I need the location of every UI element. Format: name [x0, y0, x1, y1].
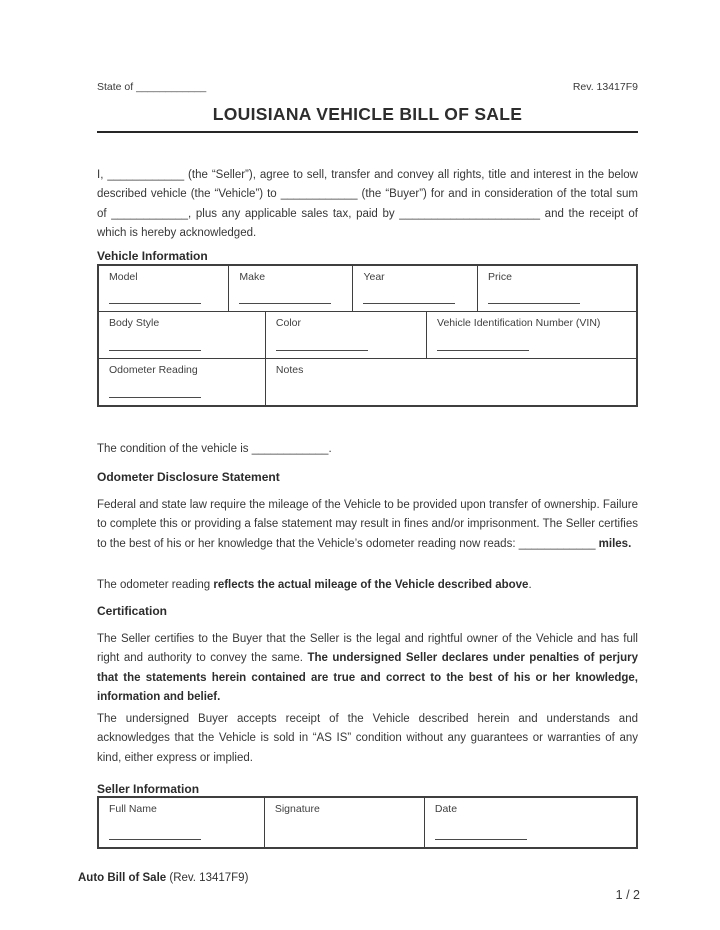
- title-rule: [97, 131, 638, 133]
- certification-bold: The undersigned Seller declares under penalties of perjury that the statements herein contained are true and correct to the best of his or her knowledge, information and belief.: [97, 652, 638, 703]
- section-heading-odometer-disclosure: Odometer Disclosure Statement: [97, 470, 280, 484]
- buyer-acceptance-paragraph: The undersigned Buyer accepts receipt of the Vehicle described herein and understands and acknowledges that the Vehicle is sold in “AS IS” condition without any guarantees or warranties of any kind, either express or implied.: [97, 713, 638, 764]
- odometer-paragraph-bold: miles.: [598, 537, 632, 550]
- field-model: [99, 266, 228, 311]
- field-full-name: [99, 798, 264, 847]
- blank-line: [239, 303, 331, 304]
- odometer-reading-line: [97, 576, 638, 595]
- field-odometer-reading: [99, 359, 265, 405]
- blank-line: [435, 839, 527, 840]
- table-row: [99, 798, 636, 847]
- odometer-reading-period: .: [528, 579, 532, 591]
- footer-doc-name: Auto Bill of Sale: [78, 872, 167, 884]
- state-of-field: State of ____________: [97, 81, 207, 93]
- section-heading-vehicle-information: Vehicle Information: [97, 249, 208, 263]
- vehicle-info-table: [97, 264, 638, 407]
- odometer-reading-text: The odometer reading: [97, 579, 214, 591]
- field-label: Signature: [274, 803, 320, 815]
- field-date: [424, 798, 636, 847]
- blank-line: [109, 350, 201, 351]
- field-label: Vehicle Identification Number (VIN): [437, 317, 601, 329]
- odometer-reading-bold: reflects the actual mileage of the Vehicle described above: [213, 579, 529, 591]
- certification-paragraph: [97, 630, 638, 707]
- intro-paragraph: I, ____________ (the “Seller”), agree to sell, transfer and convey all rights, title and interest in the below described vehicle (the “Vehicle”) to ____________ (the “Buyer”) for and in consideration of the total sum of ____________, plus any applicable sales tax, paid by ______________________ and the receipt of which is hereby acknowledged.: [97, 169, 638, 239]
- field-notes: [265, 359, 636, 405]
- field-price: [477, 266, 636, 311]
- section-heading-certification: Certification: [97, 604, 168, 618]
- blank-line: [109, 397, 201, 398]
- blank-line: [437, 350, 529, 351]
- footer-revision: (Rev. 13417F9): [166, 872, 249, 884]
- field-make: [228, 266, 352, 311]
- field-body-style: [99, 312, 265, 358]
- blank-line: [488, 303, 580, 304]
- field-label: Model: [109, 271, 138, 283]
- field-vin: [426, 312, 636, 358]
- certification-text: The Seller certifies to the Buyer that the Seller is the legal and rightful owner of the Vehicle and has full right and authority to convey the same.: [97, 633, 638, 665]
- field-signature: [264, 798, 424, 847]
- section-heading-seller-information: Seller Information: [97, 782, 200, 796]
- field-label: Make: [239, 271, 266, 283]
- field-label: Price: [488, 271, 512, 283]
- revision-label: Rev. 13417F9: [572, 81, 638, 93]
- field-label: Notes: [275, 364, 304, 376]
- condition-line: The condition of the vehicle is ____________.: [97, 443, 332, 455]
- field-label: Year: [363, 271, 385, 283]
- odometer-paragraph: [97, 496, 638, 554]
- field-label: Body Style: [109, 317, 160, 329]
- page-number: 1 / 2: [615, 888, 640, 902]
- blank-line: [109, 839, 201, 840]
- table-row: [99, 358, 636, 405]
- field-label: Color: [275, 317, 302, 329]
- field-color: [265, 312, 426, 358]
- footer: [78, 872, 248, 884]
- field-label: Date: [434, 803, 458, 815]
- field-label: Full Name: [109, 803, 157, 815]
- table-row: [99, 311, 636, 358]
- seller-info-table: [97, 796, 638, 849]
- page-title: LOUISIANA VEHICLE BILL OF SALE: [212, 104, 523, 124]
- blank-line: [276, 350, 368, 351]
- field-year: [352, 266, 477, 311]
- blank-line: [363, 303, 455, 304]
- blank-line: [109, 303, 201, 304]
- table-row: [99, 266, 636, 311]
- field-label: Odometer Reading: [109, 364, 198, 376]
- odometer-paragraph-text: Federal and state law require the mileage of the Vehicle to be provided upon transfer of ownership. Failure to complete this or providing a false statement may result in fines and/or imprisonment. The Seller certifies to the best of his or her knowledge that the Vehicle’s odometer reading now reads: ____________: [97, 499, 638, 550]
- document-header-row: [97, 81, 638, 93]
